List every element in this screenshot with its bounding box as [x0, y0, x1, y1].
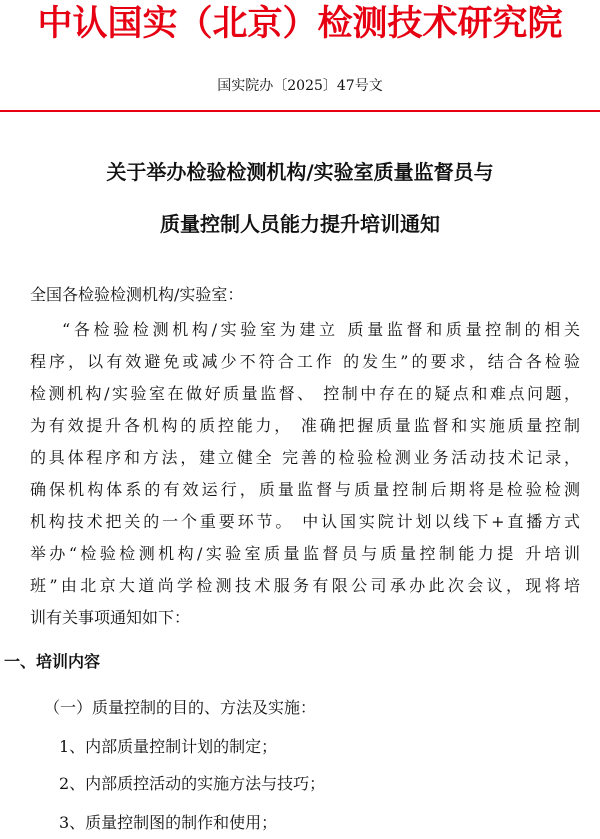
body-line: 检测机构/实验室在做好质量监督、 控制中存在的疑点和难点问题，: [30, 384, 580, 403]
notice-title-line-1: 关于举办检验检测机构/实验室质量监督员与: [106, 160, 494, 184]
list-item: 2、内部质控活动的实施方法与技巧；: [59, 774, 326, 793]
salutation: 全国各检验检测机构/实验室：: [30, 285, 244, 304]
body-line: 确保机构体系的有效运行，质量监督与质量控制后期将是检验检测: [30, 480, 580, 499]
list-item: 1、内部质量控制计划的制定；: [59, 737, 278, 756]
subsection-heading: （一）质量控制的目的、方法及实施：: [44, 698, 317, 717]
org-letterhead-title: 中认国实（北京）检测技术研究院: [37, 4, 563, 44]
letterhead-red-rule: [0, 110, 600, 112]
section-heading-training-content: 一、培训内容: [4, 652, 101, 671]
body-line: 训有关事项通知如下：: [30, 608, 191, 627]
list-item: 3、质量控制图的制作和使用；: [59, 813, 278, 832]
document-number: 国实院办〔2025〕47号文: [217, 78, 383, 94]
body-paragraph: [30, 314, 580, 634]
body-line: 机构技术把关的一个重要环节。 中认国实院计划以线下+直播方式: [30, 512, 580, 531]
body-line: “各检验检测机构/实验室为建立 质量监督和质量控制的相关: [62, 320, 580, 339]
body-line: 的具体程序和方法，建立健全 完善的检验检测业务活动技术记录，: [30, 448, 580, 467]
body-line: 举办“检验检测机构/实验室质量监督员与质量控制能力提 升培训: [30, 544, 580, 563]
body-line: 班”由北京大道尚学检测技术服务有限公司承办此次会议，现将培: [30, 576, 580, 595]
notice-title-line-2: 质量控制人员能力提升培训通知: [160, 212, 440, 236]
body-line: 程序，以有效避免或减少不符合工作 的发生”的要求，结合各检验: [30, 352, 580, 371]
body-line: 为有效提升各机构的质控能力， 准确把握质量监督和实施质量控制: [30, 416, 580, 435]
